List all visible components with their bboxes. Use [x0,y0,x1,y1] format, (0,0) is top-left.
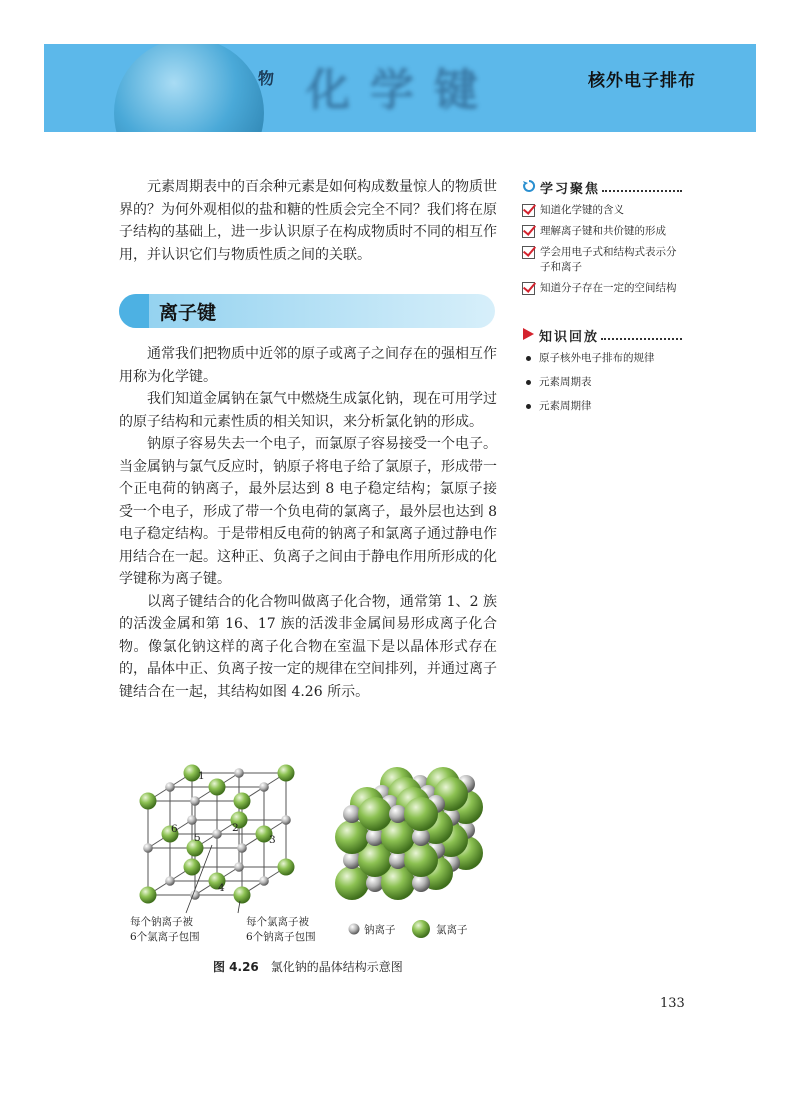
bullet-icon [526,380,531,385]
body-paragraph: 钠原子容易失去一个电子，而氯原子容易接受一个电子。当金属钠与氯气反应时，钠原子将电子给了氯原子，形成带一个正电荷的钠离子，最外层达到 8 电子稳定结构；氯原子接受一个电子，形成了带一个负电荷的氯离子，最外层也达到 8 电子稳定结构。于是带相反电荷的钠离子和氯离子通过静电作用结合在一起。这种正、负离子之间由于静电作用所形成的化学键称为离子键。 [119,436,497,587]
figure-caption [213,958,403,975]
banner-left-label: 物 [258,69,275,88]
position-label: 6 [171,823,178,835]
cl-legend-label: 氯离子 [436,924,468,936]
figure-caption-text: 氯化钠的晶体结构示意图 [270,960,403,974]
intro-text [119,176,497,266]
position-label: 3 [269,834,276,846]
nacl-crystal-figure [128,755,498,955]
focus-item: 理解离子键和共价键的形成 [522,224,682,239]
intro-paragraph: 元素周期表中的百余种元素是如何构成数量惊人的物质世界的？为何外观相似的盐和糖的性质会完全不同？我们将在原子结构的基础上，进一步认识原子在构成物质时不同的相互作用，并认识它们与物质性质之间的关联。 [119,179,497,263]
banner-circle-decoration [114,44,264,132]
chloride-ion [234,793,251,810]
na-annotation: 每个钠离子被 [130,916,193,928]
sodium-ion [281,815,291,825]
space-filling-model [335,767,483,900]
checkbox-icon [522,225,535,238]
chapter-title: 化学键 [306,65,498,116]
cl-annotation: 6个钠离子包围 [246,931,316,943]
sodium-ion [234,862,244,872]
bullet-icon [526,404,531,409]
review-item: 元素周期表 [522,375,682,390]
chloride-ion [234,887,251,904]
sidebar-focus-heading [522,178,682,197]
cl-annotation: 每个氯离子被 [246,916,309,928]
dotted-leader [601,332,682,340]
chloride-ion [209,779,226,796]
position-label: 5 [194,832,201,844]
section-title: 离子键 [159,302,217,324]
sodium-ion [259,782,269,792]
sodium-ion [187,815,197,825]
body-paragraph: 以离子键结合的化合物叫做离子化合物，通常第 1、2 族的活泼金属和第 16、17 族的活泼非金属间易形成离子化合物。像氯化钠这样的离子化合物在室温下是以晶体形式存在的，晶体中正、负离子按一定的规律在空间排列，并通过离子键结合在一起，其结构如图 4.26 所示。 [119,593,497,700]
chloride-ion [358,797,392,831]
position-label: 4 [218,882,225,894]
chloride-ion [278,765,295,782]
chloride-ion [404,797,438,831]
focus-item: 知道化学键的含义 [522,203,682,218]
section-topic-label: 核外电子排布 [588,71,696,91]
checkbox-icon [522,246,535,259]
na-legend-label: 钠离子 [364,924,396,936]
sidebar-learning-focus [522,178,682,302]
section-heading-bar [119,294,495,328]
sodium-ion [165,876,175,886]
sidebar-focus-title: 学习聚焦 [540,182,601,197]
sodium-ion [259,876,269,886]
position-label: 2 [232,822,239,834]
review-item: 原子核外电子排布的规律 [522,351,682,366]
position-label: 1 [198,770,205,782]
chloride-ion [140,793,157,810]
sidebar-review-title: 知识回放 [539,330,600,345]
chloride-ion [184,859,201,876]
cl-legend-swatch [412,920,430,938]
na-legend-swatch [349,924,360,935]
sidebar-knowledge-review [522,326,682,423]
sidebar-review-heading [522,326,682,345]
sodium-ion [143,843,153,853]
body-paragraph: 我们知道金属钠在氯气中燃烧生成氯化钠，现在可用学过的原子结构和元素性质的相关知识，来分析氯化钠的形成。 [119,391,497,430]
review-item: 元素周期律 [522,399,682,414]
section-heading-cap [119,294,149,328]
play-triangle-icon [522,327,535,345]
sodium-ion [237,843,247,853]
figure-number: 图 4.26 [213,960,259,974]
sodium-ion [212,829,222,839]
body-paragraph: 通常我们把物质中近邻的原子或离子之间存在的强相互作用称为化学键。 [119,346,497,385]
chloride-ion [140,887,157,904]
na-annotation: 6个氯离子包围 [130,931,200,943]
chloride-ion [278,859,295,876]
checkbox-icon [522,282,535,295]
sodium-ion [165,782,175,792]
sodium-ion [190,796,200,806]
chapter-banner [44,44,756,132]
sodium-ion [234,768,244,778]
bullet-icon [526,356,531,361]
focus-item: 学会用电子式和结构式表示分子和离子 [522,245,682,275]
body-text [119,343,497,703]
focus-item: 知道分子存在一定的空间结构 [522,281,682,296]
dotted-leader [602,184,682,192]
checkbox-icon [522,204,535,217]
refresh-icon [522,179,536,197]
page-number: 133 [660,996,685,1011]
